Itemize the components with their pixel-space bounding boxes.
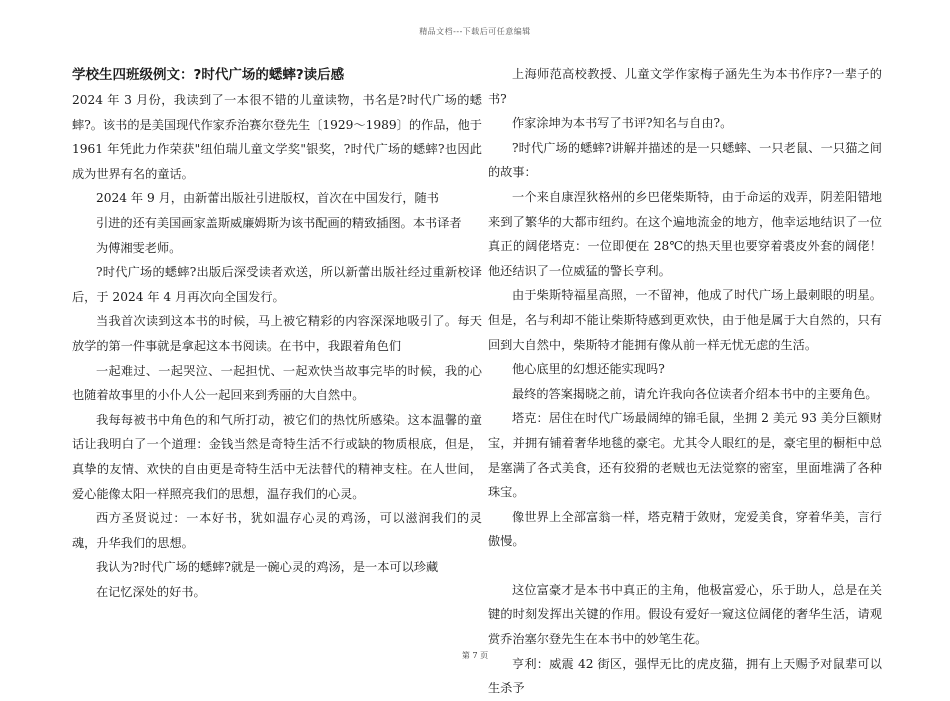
left-body: [72, 88, 482, 604]
body-paragraph: 2024 年 9 月，由新蕾出版社引进版权，首次在中国发行，随书: [96, 191, 439, 206]
body-paragraph: ?时代广场的蟋蟀?出版后深受读者欢送，所以新蕾出版社经过重新校译后，于 2024 年 4 月再次向全国发行。: [72, 265, 482, 304]
body-paragraph: 一个来自康涅狄格州的乡巴佬柴斯特，由于命运的戏弄，阴差阳错地来到了繁华的大都市纽约。在这个遍地流金的地方，他幸运地结识了一位真正的阔佬塔克：一位即便在 28℃的热天里也要穿着裘皮外套的阔佬！他还结识了一位威猛的警长亨利。: [488, 189, 882, 278]
body-paragraph: 2024 年 3 月份，我读到了一本很不错的儿童读物，书名是?时代广场的蟋蟀?。该书的是美国现代作家乔治赛尔登先生〔1929～1989〕的作品，他于 1961 年凭此力作荣获"纽伯瑞儿童文学奖"银奖，?时代广场的蟋蟀?也因此成为世界有名的童话。: [72, 93, 482, 181]
body-paragraph: 当我首次读到这本书的时候，马上被它精彩的内容深深地吸引了。每天放学的第一件事就是拿起这本书阅读。在书中，我跟着角色们: [72, 314, 482, 353]
page-number: 第 7 页: [461, 651, 489, 660]
body-paragraph: 像世界上全部富翁一样，塔克精于敛财，宠爱美食，穿着华美，言行傲慢。: [488, 509, 882, 549]
body-paragraph: 上海师范高校教授、儿童文学作家梅子涵先生为本书作序?一辈子的书?: [488, 67, 882, 106]
body-paragraph: 引进的还有美国画家盖斯威廉姆斯为该书配画的精致插图。本书译者: [96, 215, 462, 230]
body-paragraph: 由于柴斯特福星高照，一不留神，他成了时代广场上最刺眼的明星。但是，名与利却不能让柴斯特感到更欢快，由于他是属于大自然的，只有回到大自然中，柴斯特才能拥有像从前一样无忧无虑的生活。: [488, 288, 882, 352]
body-paragraph: 他心底里的幻想还能实现吗?: [512, 362, 665, 377]
body-paragraph: 最终的答案揭晓之前，请允许我向各位读者介绍本书中的主要角色。: [512, 386, 878, 401]
body-paragraph: 一起难过、一起哭泣、一起担忧、一起欢快当故事完毕的时候，我的心也随着故事里的小仆人公一起回来到秀丽的大自然中。: [72, 363, 482, 403]
right-body: [488, 62, 882, 701]
body-paragraph: 塔克：居住在时代广场最阔绰的锦毛鼠，坐拥 2 美元 93 美分巨额财宝，并拥有铺着奢华地毯的豪宅。尤其令人眼红的是，豪宅里的橱柜中总是塞满了各式美食，还有狡猾的老贼也无法觉察的密室，里面堆满了各种珠宝。: [488, 411, 882, 500]
body-paragraph: 西方圣贤说过：一本好书，犹如温存心灵的鸡汤，可以滋润我们的灵魂，升华我们的思想。: [72, 511, 482, 550]
page-header: 精品文档---下载后可任意编辑: [419, 27, 531, 36]
body-paragraph: 亨利：威震 42 街区，强悍无比的虎皮猫，拥有上天赐予对鼠辈可以生杀予: [488, 656, 882, 696]
body-paragraph: 在记忆深处的好书。: [96, 584, 206, 599]
body-paragraph: 我认为?时代广场的蟋蟀?就是一碗心灵的鸡汤，是一本可以珍藏: [96, 560, 439, 575]
body-paragraph: 作家涂坤为本书写了书评?知名与自由?。: [512, 116, 733, 131]
article-title: 学校生四班级例文：?时代广场的蟋蟀?读后感: [72, 67, 345, 83]
paragraph-gap: [488, 554, 882, 578]
left-column: [72, 62, 482, 604]
right-column: [488, 62, 882, 701]
body-paragraph: 这位富豪才是本书中真正的主角，他极富爱心，乐于助人，总是在关键的时刻发挥出关键的作用。假设有爱好一窥这位阔佬的奢华生活，请观赏乔治塞尔登先生在本书中的妙笔生花。: [488, 582, 882, 647]
body-paragraph: ?时代广场的蟋蟀?讲解并描述的是一只蟋蟀、一只老鼠、一只猫之间的故事：: [488, 140, 882, 180]
body-paragraph: 为傅湘雯老师。: [96, 240, 182, 255]
body-paragraph: 我每每被书中角色的和气所打动，被它们的热忱所感染。这本温馨的童话让我明白了一个道理：金钱当然是奇特生活不行或缺的物质根底，但是，真挚的友情、欢快的自由更是奇特生活中无法替代的精神支柱。在人世间，爱心能像太阳一样照亮我们的思想，温存我们的心灵。: [72, 412, 482, 501]
